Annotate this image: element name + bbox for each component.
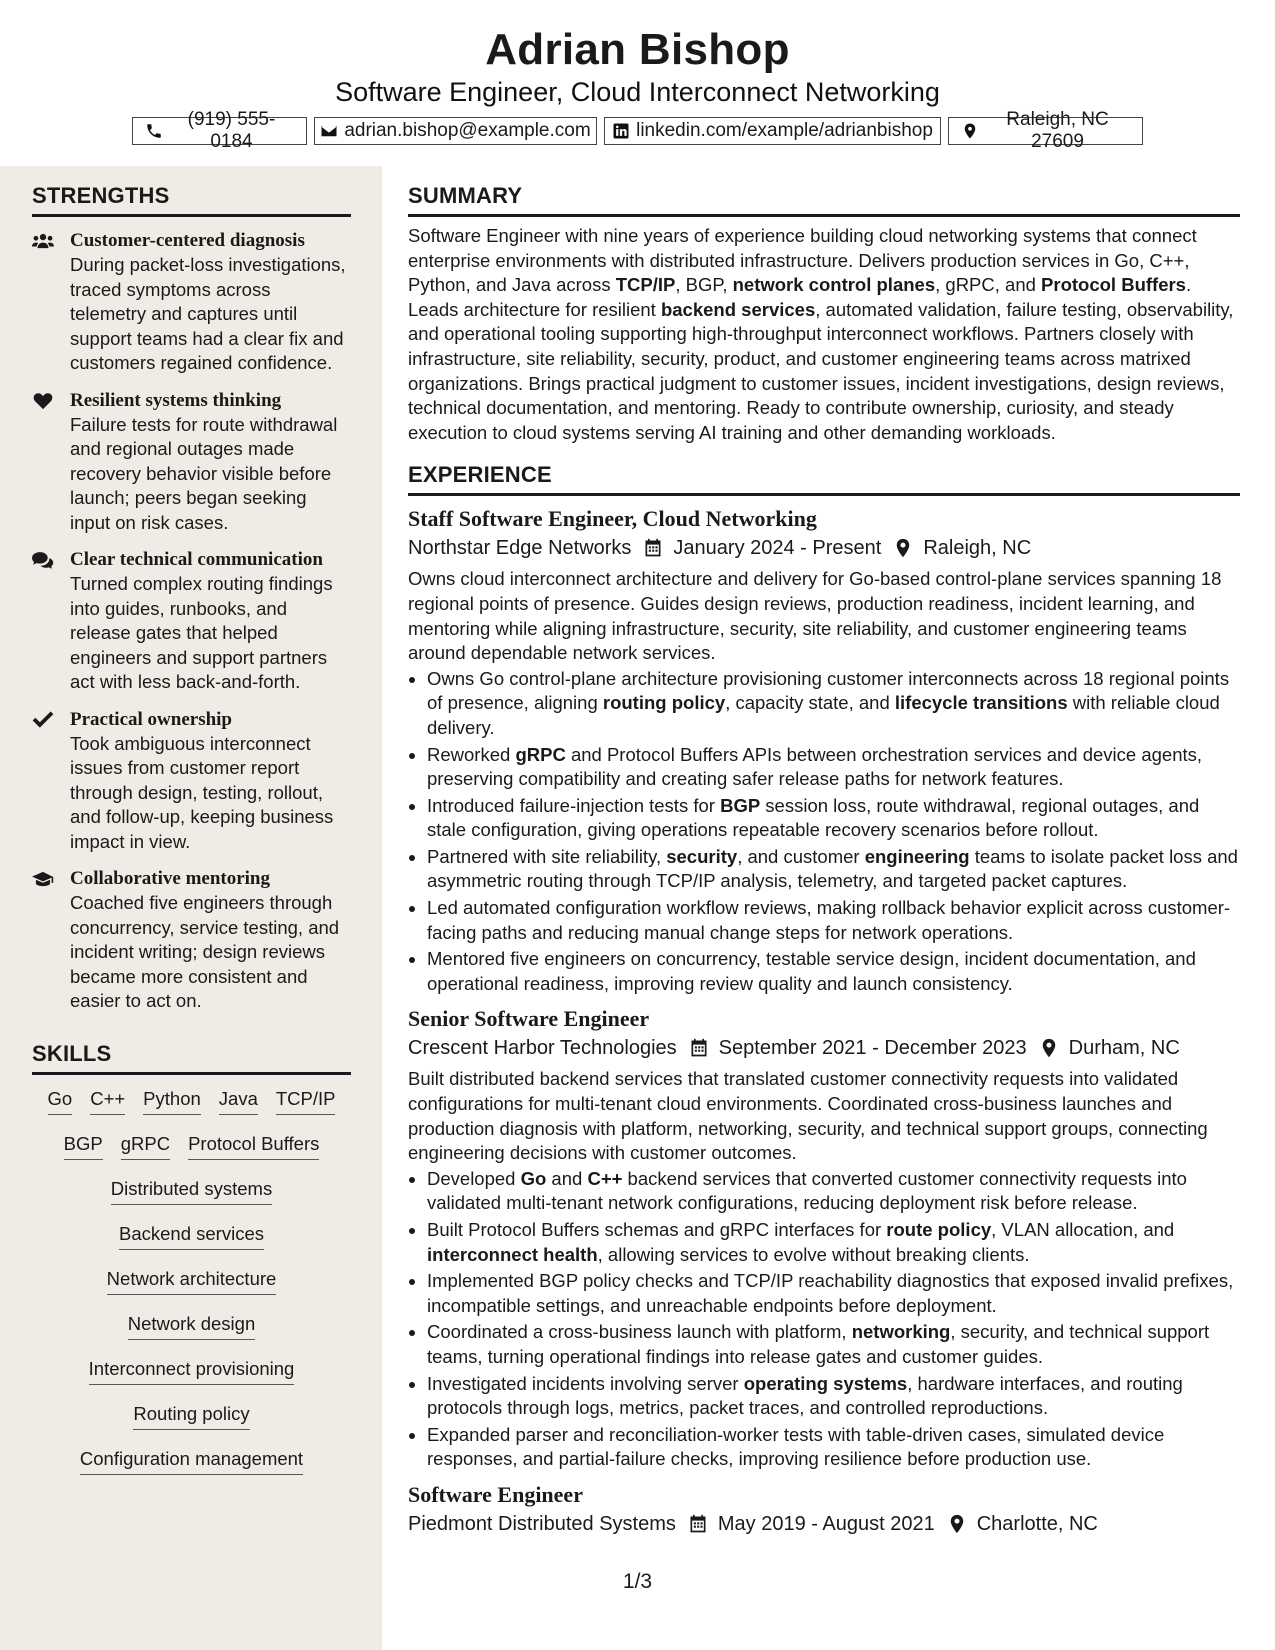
job-bullet: • Investigated incidents involving server operating systems, hardware interfaces, and routing protocols through logs, metrics, packet traces, and controlled reproductions. (427, 1372, 1240, 1421)
skill-row (32, 1355, 351, 1400)
job-company: Northstar Edge Networks (408, 537, 632, 560)
phone-chip[interactable] (132, 109, 307, 152)
skill-tag: Interconnect provisioning (89, 1355, 295, 1385)
skill-row (32, 1130, 351, 1175)
calendar-icon (643, 538, 663, 558)
job-entry (408, 1481, 1240, 1539)
skill-row (32, 1310, 351, 1355)
skill-tag: Configuration management (80, 1445, 303, 1475)
strength-desc: Took ambiguous interconnect issues from customer report through design, testing, rollout, and follow-up, keeping business impact in view. (70, 732, 334, 852)
skill-tag: Protocol Buffers (188, 1130, 319, 1160)
experience-list (408, 505, 1240, 1539)
email-chip[interactable] (314, 117, 597, 145)
skill-row (32, 1400, 351, 1445)
job-meta (408, 1509, 1240, 1539)
job-company: Piedmont Distributed Systems (408, 1512, 676, 1535)
sidebar (0, 166, 382, 1650)
summary-heading: SUMMARY (408, 182, 1240, 217)
strength-item (32, 389, 351, 536)
map-marker-icon (947, 1514, 967, 1534)
calendar-icon (689, 1038, 709, 1058)
job-title: Staff Software Engineer, Cloud Networking (408, 506, 817, 532)
job-bullet: • Partnered with site reliability, security, and customer engineering teams to isolate packet loss and asymmetric routing through TCP/IP analysis, telemetry, and targeted packet captures. (427, 845, 1240, 894)
job-bullet: • Reworked gRPC and Protocol Buffers APIs between orchestration services and device agents, preserving compatibility and creating safer release paths for network features. (427, 743, 1240, 792)
skill-tag: Routing policy (133, 1400, 249, 1430)
resume-header (0, 0, 1275, 152)
strength-item (32, 708, 351, 855)
email-text: adrian.bishop@example.com (344, 120, 591, 141)
skill-tag: gRPC (121, 1130, 170, 1160)
strength-item (32, 548, 351, 695)
skill-row (32, 1085, 351, 1130)
skill-row (32, 1445, 351, 1490)
job-location: Raleigh, NC (923, 537, 1032, 560)
main-content (408, 182, 1240, 1539)
skill-tag: BGP (64, 1130, 103, 1160)
linkedin-icon (612, 122, 630, 140)
strength-desc: Turned complex routing findings into guides, runbooks, and release gates that helped engineers and support partners act with less back-and-forth. (70, 573, 333, 692)
strength-title: Collaborative mentoring (70, 868, 271, 889)
map-marker-icon (1039, 1038, 1059, 1058)
strength-desc: Coached five engineers through concurrency, service testing, and incident writing; design reviews became more consistent and easier to act on. (70, 892, 340, 1011)
heart-icon (32, 392, 54, 410)
skill-tag: Network design (128, 1310, 256, 1340)
job-location: Charlotte, NC (976, 1512, 1098, 1535)
linkedin-chip[interactable] (604, 117, 941, 145)
graduation-cap-icon (32, 870, 54, 888)
skill-tag: Distributed systems (111, 1175, 272, 1205)
skill-tag: Go (48, 1085, 73, 1115)
skill-tag: Network architecture (107, 1265, 277, 1295)
summary-text: Software Engineer with nine years of experience building cloud networking systems that connect enterprise environments with distributed infrastructure. Delivers production services in Go, C++, Python, and Java across TCP/IP, BGP, network control planes, gRPC, and Protocol Buffers. Leads architecture for resilient backend services, automated validation, failure testing, observability, and operational tooling supporting high-throughput interconnect workflows. Partners closely with infrastructure, site reliability, security, product, and customer engineering teams across matrixed organizations. Brings practical judgment to customer issues, incident investigations, design reviews, technical documentation, and mentoring. Ready to contribute ownership, curiosity, and steady execution to cloud systems serving AI training and other demanding workloads. (408, 225, 1234, 443)
strength-item (32, 867, 351, 1014)
page-number: 1/3 (622, 1570, 653, 1593)
strength-desc: During packet-loss investigations, traced symptoms across telemetry and captures until support teams had a clear fix and customers regained confidence. (70, 254, 346, 373)
skills-heading: SKILLS (32, 1040, 351, 1075)
candidate-headline: Software Engineer, Cloud Interconnect Networking (335, 77, 940, 107)
check-icon (32, 711, 54, 729)
strength-title: Practical ownership (70, 708, 233, 730)
job-bullet: • Expanded parser and reconciliation-worker tests with table-driven cases, simulated device responses, and partial-failure checks, improving resilience before production use. (427, 1423, 1240, 1472)
skill-row (32, 1175, 351, 1220)
job-company: Crescent Harbor Technologies (408, 1037, 677, 1060)
phone-icon (145, 122, 163, 140)
strength-title: Clear technical communication (70, 549, 323, 570)
strength-item (32, 229, 351, 376)
job-description: Built distributed backend services that translated customer connectivity requests into validated configurations for multi-tenant cloud environments. Coordinated cross-business launches and production diagnosis with platform, networking, security, and technical support groups, connecting engineering decisions with customer outcomes. (408, 1068, 1208, 1164)
location-chip (948, 109, 1143, 152)
job-bullets (408, 1167, 1240, 1472)
job-bullet: • Led automated configuration workflow reviews, making rollback behavior explicit across customer-facing paths and reducing manual change steps for network operations. (427, 896, 1240, 945)
job-dates: May 2019 - August 2021 (717, 1512, 935, 1535)
skill-tag: Java (219, 1085, 258, 1115)
skill-tag: TCP/IP (276, 1085, 336, 1115)
job-entry (408, 1005, 1240, 1472)
job-bullet: • Built Protocol Buffers schemas and gRPC interfaces for route policy, VLAN allocation, and interconnect health, allowing services to evolve without breaking clients. (427, 1218, 1240, 1267)
job-bullet: • Coordinated a cross-business launch with platform, networking, security, and technical support teams, turning operational findings into release gates and customer guides. (427, 1320, 1240, 1369)
candidate-name: Adrian Bishop (485, 25, 790, 74)
job-bullet: • Mentored five engineers on concurrency, testable service design, incident documentation, and operational readiness, improving review quality and launch consistency. (427, 947, 1240, 996)
experience-heading: EXPERIENCE (408, 461, 1240, 496)
map-marker-icon (893, 538, 913, 558)
job-dates: January 2024 - Present (673, 537, 882, 560)
job-bullet: • Implemented BGP policy checks and TCP/IP reachability diagnostics that exposed invalid prefixes, incompatible settings, and unreachable endpoints before deployment. (427, 1269, 1240, 1318)
strength-desc: Failure tests for route withdrawal and regional outages made recovery behavior visible before launch; peers began seeking input on risk cases. (70, 413, 338, 533)
comments-icon (32, 551, 54, 569)
job-bullets (408, 667, 1240, 997)
skill-tag: Backend services (119, 1220, 264, 1250)
strengths-list (32, 229, 351, 1014)
job-meta (408, 533, 1240, 563)
location-text: Raleigh, NC 27609 (1006, 109, 1109, 152)
map-marker-icon (961, 122, 979, 140)
job-location: Durham, NC (1068, 1037, 1180, 1060)
skill-row (32, 1220, 351, 1265)
linkedin-text: linkedin.com/example/adrianbishop (636, 120, 933, 141)
contact-bar (0, 109, 1275, 152)
strength-title: Customer-centered diagnosis (70, 230, 305, 251)
calendar-icon (688, 1514, 708, 1534)
phone-text: (919) 555-0184 (187, 109, 276, 152)
strength-title: Resilient systems thinking (70, 389, 282, 411)
skill-row (32, 1265, 351, 1310)
job-bullet: • Introduced failure-injection tests for BGP session loss, route withdrawal, regional outages, and stale configuration, giving operations repeatable recovery scenarios before rollout. (427, 794, 1240, 843)
envelope-icon (320, 122, 338, 140)
job-entry (408, 505, 1240, 996)
job-dates: September 2021 - December 2023 (718, 1037, 1027, 1060)
skills-list (32, 1085, 351, 1490)
job-meta (408, 1033, 1240, 1063)
job-bullet: • Developed Go and C++ backend services that converted customer connectivity requests into validated multi-tenant network configurations, reducing deployment risk before release. (427, 1167, 1240, 1216)
users-icon (32, 232, 54, 250)
job-title: Software Engineer (408, 1481, 583, 1507)
skill-tag: Python (143, 1085, 201, 1115)
strengths-heading: STRENGTHS (32, 182, 351, 217)
job-description: Owns cloud interconnect architecture and delivery for Go-based control-plane services spanning 18 regional points of presence. Guides design reviews, production readiness, incident learning, and mentoring while aligning infrastructure, security, site reliability, and customer engineering teams around dependable network services. (408, 568, 1222, 664)
job-bullet: • Owns Go control-plane architecture provisioning customer interconnects across 18 regional points of presence, aligning routing policy, capacity state, and lifecycle transitions with reliable cloud delivery. (427, 667, 1240, 741)
job-title: Senior Software Engineer (408, 1006, 650, 1032)
skill-tag: C++ (90, 1085, 125, 1115)
